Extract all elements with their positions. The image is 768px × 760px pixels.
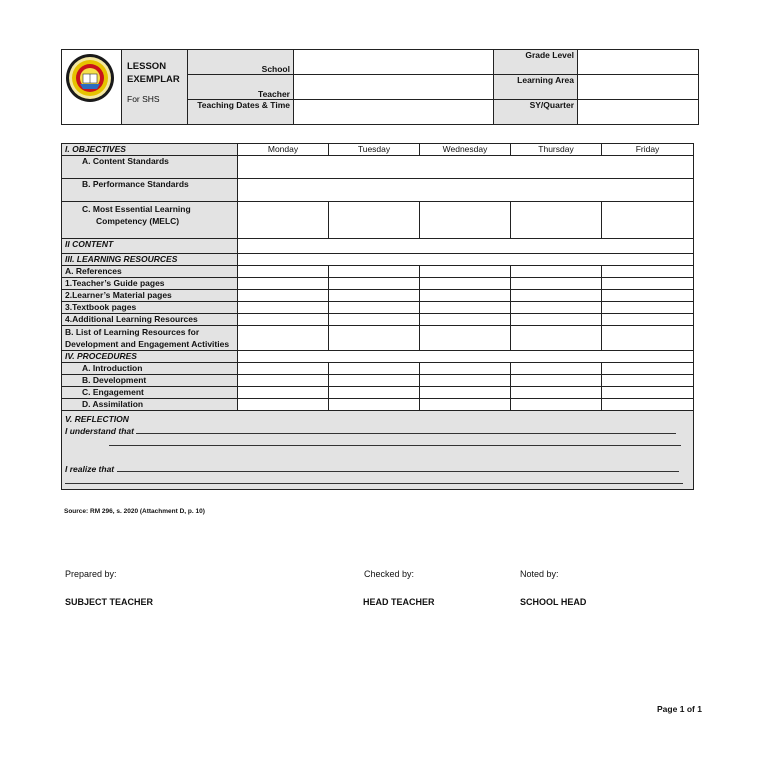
development-label: B. Development — [62, 375, 238, 387]
teacher-label: Teacher — [188, 75, 294, 100]
title-lesson: LESSON — [127, 61, 167, 72]
cell[interactable] — [511, 290, 602, 302]
content-value[interactable] — [238, 239, 694, 254]
realize-line-2[interactable] — [65, 483, 683, 484]
cell[interactable] — [511, 375, 602, 387]
cell[interactable] — [329, 326, 420, 351]
reflection-section[interactable] — [62, 411, 694, 490]
learning-area-value[interactable] — [578, 75, 699, 100]
school-seal-logo — [62, 50, 120, 122]
cell[interactable] — [511, 278, 602, 290]
day-tuesday: Tuesday — [329, 144, 420, 156]
cell[interactable] — [602, 399, 694, 411]
cell[interactable] — [238, 375, 329, 387]
logo-cell — [62, 50, 122, 125]
textbook-label: 3.Textbook pages — [62, 302, 238, 314]
cell[interactable] — [238, 399, 329, 411]
cell[interactable] — [420, 399, 511, 411]
performance-standards-value[interactable] — [238, 179, 694, 202]
cell[interactable] — [602, 326, 694, 351]
objectives-header: I. OBJECTIVES — [62, 144, 238, 156]
cell[interactable] — [420, 326, 511, 351]
learners-material-label: 2.Learner’s Material pages — [62, 290, 238, 302]
engagement-label: C. Engagement — [62, 387, 238, 399]
cell[interactable] — [238, 302, 329, 314]
teacher-value[interactable] — [294, 75, 494, 100]
day-monday: Monday — [238, 144, 329, 156]
melc-wednesday[interactable] — [420, 202, 511, 239]
understand-label: I understand that — [65, 426, 134, 436]
sy-quarter-value[interactable] — [578, 100, 699, 125]
cell[interactable] — [420, 363, 511, 375]
sy-quarter-label: SY/Quarter — [494, 100, 578, 125]
cell[interactable] — [420, 314, 511, 326]
cell[interactable] — [329, 363, 420, 375]
cell[interactable] — [602, 387, 694, 399]
procedures-header: IV. PROCEDURES — [62, 351, 238, 363]
assimilation-label: D. Assimilation — [62, 399, 238, 411]
cell[interactable] — [602, 375, 694, 387]
cell[interactable] — [329, 314, 420, 326]
cell[interactable] — [602, 363, 694, 375]
for-level: For SHS — [127, 94, 160, 104]
cell[interactable] — [602, 266, 694, 278]
melc-friday[interactable] — [602, 202, 694, 239]
cell[interactable] — [511, 302, 602, 314]
reflection-header: V. REFLECTION — [65, 414, 129, 424]
content-standards-value[interactable] — [238, 156, 694, 179]
content-header: II CONTENT — [62, 239, 238, 254]
teachers-guide-label: 1.Teacher’s Guide pages — [62, 278, 238, 290]
cell[interactable] — [329, 399, 420, 411]
grade-level-value[interactable] — [578, 50, 699, 75]
cell[interactable] — [602, 314, 694, 326]
school-label: School — [188, 50, 294, 75]
learning-resources-value[interactable] — [238, 254, 694, 266]
cell[interactable] — [602, 278, 694, 290]
understand-line-2[interactable] — [109, 445, 681, 446]
cell[interactable] — [329, 290, 420, 302]
prepared-by-role: SUBJECT TEACHER — [65, 597, 154, 607]
checked-by-role: HEAD TEACHER — [363, 597, 435, 607]
cell[interactable] — [238, 278, 329, 290]
grade-level-label: Grade Level — [494, 50, 578, 75]
melc-thursday[interactable] — [511, 202, 602, 239]
cell[interactable] — [329, 278, 420, 290]
cell[interactable] — [329, 302, 420, 314]
noted-by-role: SCHOOL HEAD — [520, 597, 587, 607]
cell[interactable] — [238, 326, 329, 351]
melc-label: C. Most Essential Learning Competency (MELC) — [62, 202, 238, 239]
realize-label: I realize that — [65, 464, 115, 474]
checked-by-label: Checked by: — [364, 569, 415, 579]
list-resources-label: B. List of Learning Resources for Development and Engagement Activities — [62, 326, 238, 351]
cell[interactable] — [420, 278, 511, 290]
cell[interactable] — [511, 399, 602, 411]
melc-monday[interactable] — [238, 202, 329, 239]
realize-line[interactable] — [117, 471, 679, 472]
prepared-by-label: Prepared by: — [65, 569, 117, 579]
cell[interactable] — [420, 302, 511, 314]
cell[interactable] — [420, 266, 511, 278]
cell[interactable] — [420, 375, 511, 387]
cell[interactable] — [420, 387, 511, 399]
cell[interactable] — [511, 266, 602, 278]
school-value[interactable] — [294, 50, 494, 75]
melc-tuesday[interactable] — [329, 202, 420, 239]
cell[interactable] — [329, 387, 420, 399]
learning-resources-header: III. LEARNING RESOURCES — [62, 254, 238, 266]
source-note: Source: RM 296, s. 2020 (Attachment D, p. 10) — [64, 508, 205, 515]
cell[interactable] — [238, 314, 329, 326]
cell[interactable] — [238, 290, 329, 302]
learning-area-label: Learning Area — [494, 75, 578, 100]
introduction-label: A. Introduction — [62, 363, 238, 375]
teaching-dates-value[interactable] — [294, 100, 494, 125]
cell[interactable] — [602, 290, 694, 302]
cell[interactable] — [329, 266, 420, 278]
header-table — [61, 49, 699, 125]
teaching-dates-label: Teaching Dates & Time — [188, 100, 294, 125]
understand-line[interactable] — [136, 433, 676, 434]
cell[interactable] — [238, 266, 329, 278]
cell[interactable] — [511, 326, 602, 351]
procedures-value[interactable] — [238, 351, 694, 363]
cell[interactable] — [238, 363, 329, 375]
cell[interactable] — [420, 290, 511, 302]
cell[interactable] — [511, 387, 602, 399]
noted-by-label: Noted by: — [520, 569, 559, 579]
day-wednesday: Wednesday — [420, 144, 511, 156]
references-label: A. References — [62, 266, 238, 278]
cell[interactable] — [329, 375, 420, 387]
cell[interactable] — [511, 314, 602, 326]
cell[interactable] — [511, 363, 602, 375]
page-number: Page 1 of 1 — [657, 704, 702, 714]
day-thursday: Thursday — [511, 144, 602, 156]
title-exemplar: EXEMPLAR — [127, 74, 180, 85]
title-cell — [122, 50, 188, 125]
content-standards-label: A. Content Standards — [62, 156, 238, 179]
cell[interactable] — [602, 302, 694, 314]
lesson-table — [61, 143, 694, 490]
cell[interactable] — [238, 387, 329, 399]
additional-resources-label: 4.Additional Learning Resources — [62, 314, 238, 326]
day-friday: Friday — [602, 144, 694, 156]
performance-standards-label: B. Performance Standards — [62, 179, 238, 202]
